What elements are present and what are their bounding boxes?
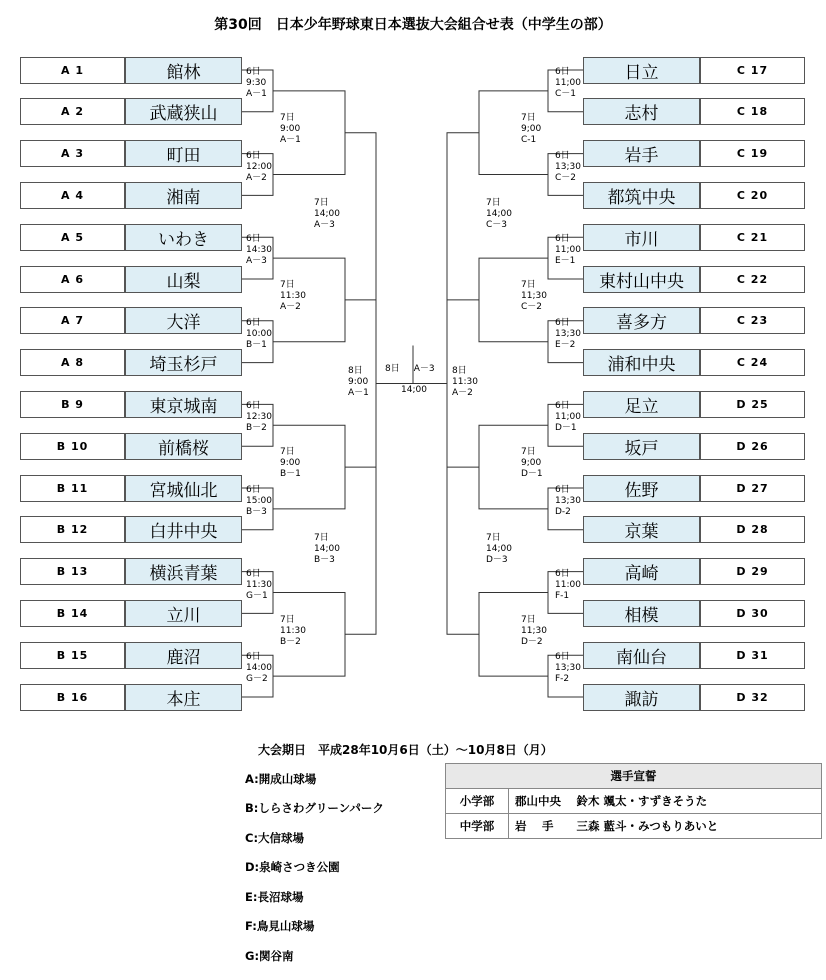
left-entry-code: A 6 [20, 266, 125, 293]
right-entry-team: 浦和中央 [583, 349, 700, 376]
oath-category: 中学部 [446, 814, 509, 839]
match-time: 14:30 [246, 245, 272, 256]
match-day: 7日 [314, 198, 329, 209]
right-r1-label [555, 485, 581, 518]
match-day: 6日 [555, 317, 570, 328]
bracket-line [345, 133, 376, 300]
right-r1-label [555, 569, 581, 602]
match-day: 6日 [246, 317, 261, 328]
right-entry-code: C 20 [700, 182, 805, 209]
match-game: B－2 [280, 636, 301, 647]
match-day: 7日 [280, 112, 295, 123]
match-day: 6日 [555, 652, 570, 663]
match-game: D－2 [521, 636, 543, 647]
left-entry-code: B 15 [20, 642, 125, 669]
right-r1-label [555, 67, 581, 100]
bracket-line [447, 133, 479, 300]
right-r2-label [521, 280, 547, 313]
match-game: E－1 [555, 256, 576, 267]
venue-f: F:鳥見山球場 [245, 919, 315, 933]
match-game: A－3 [246, 256, 267, 267]
match-game: A－1 [348, 387, 369, 398]
final-day: 8日 [385, 363, 400, 374]
final-time: 14;00 [401, 384, 427, 395]
right-entry-team: 諏訪 [583, 684, 700, 711]
left-r1-label [246, 67, 267, 100]
right-entry-team: 足立 [583, 391, 700, 418]
match-game: C－2 [555, 172, 577, 183]
match-day: 7日 [280, 280, 295, 291]
left-r1-label [246, 318, 272, 351]
match-day: 7日 [486, 198, 501, 209]
right-entry-code: D 31 [700, 642, 805, 669]
match-time: 9:30 [246, 78, 267, 88]
right-entry-code: D 26 [700, 433, 805, 460]
left-entry-team: 宮城仙北 [125, 475, 242, 502]
right-entry-team: 東村山中央 [583, 266, 700, 293]
match-game: D－3 [486, 554, 508, 565]
match-game: G－1 [246, 590, 268, 601]
match-game: A－2 [452, 387, 473, 398]
match-day: 6日 [555, 234, 570, 245]
match-game: F-1 [555, 590, 570, 601]
venue-e: E:長沼球場 [245, 890, 304, 904]
right-entry-team: 志村 [583, 98, 700, 125]
match-time: 9:00 [280, 458, 301, 469]
left-entry-team: いわき [125, 224, 242, 251]
left-entry-team: 湘南 [125, 182, 242, 209]
left-entry-code: B 12 [20, 516, 125, 543]
match-day: 6日 [246, 67, 261, 77]
right-entry-team: 市川 [583, 224, 700, 251]
match-game: B－1 [246, 339, 267, 350]
right-semi-label [452, 366, 478, 399]
match-game: A－1 [280, 134, 301, 145]
left-entry-team: 山梨 [125, 266, 242, 293]
venue-g: G:関谷南 [245, 949, 294, 963]
match-time: 12:00 [246, 161, 272, 172]
match-game: C－2 [521, 302, 543, 313]
right-entry-code: D 32 [700, 684, 805, 711]
match-time: 14;00 [314, 209, 340, 220]
right-entry-team: 南仙台 [583, 642, 700, 669]
right-entry-code: C 22 [700, 266, 805, 293]
match-time: 9:00 [348, 376, 369, 387]
right-entry-team: 高崎 [583, 558, 700, 585]
match-time: 9;00 [521, 458, 542, 469]
match-time: 13;30 [555, 328, 581, 339]
oath-row [446, 814, 822, 839]
match-game: D－1 [521, 469, 543, 480]
left-entry-code: B 9 [20, 391, 125, 418]
match-time: 14;00 [314, 543, 340, 554]
oath-row [446, 789, 822, 814]
right-entry-code: D 30 [700, 600, 805, 627]
match-time: 13;30 [555, 663, 581, 674]
match-game: B－1 [280, 469, 301, 480]
left-entry-team: 鹿沼 [125, 642, 242, 669]
match-time: 10:00 [246, 328, 272, 339]
left-entry-team: 本庄 [125, 684, 242, 711]
right-entry-code: C 18 [700, 98, 805, 125]
oath-text: 岩 手 三森 藍斗・みつもりあいと [509, 814, 822, 839]
left-r3-label [314, 533, 340, 566]
match-day: 7日 [521, 447, 536, 458]
match-time: 11:30 [280, 291, 306, 302]
match-game: G－2 [246, 674, 268, 685]
match-game: B－3 [246, 507, 267, 517]
final-label [385, 364, 435, 396]
match-day: 6日 [555, 485, 570, 495]
match-game: E－2 [555, 339, 576, 350]
left-r1-label [246, 401, 272, 434]
match-day: 6日 [555, 67, 570, 77]
match-day: 7日 [521, 614, 536, 625]
match-time: 13;30 [555, 496, 581, 506]
tournament-period: 大会期日 平成28年10月6日（土）～10月8日（月） [258, 743, 553, 757]
oath-text: 郡山中央 鈴木 颯太・すずきそうた [509, 789, 822, 814]
left-entry-team: 東京城南 [125, 391, 242, 418]
match-time: 11:00 [555, 579, 581, 590]
match-time: 11:30 [280, 625, 306, 636]
match-day: 7日 [521, 112, 536, 123]
right-entry-code: D 27 [700, 475, 805, 502]
match-day: 6日 [555, 150, 570, 161]
left-entry-team: 武蔵狭山 [125, 98, 242, 125]
match-day: 6日 [246, 401, 261, 412]
right-entry-code: C 23 [700, 307, 805, 334]
match-day: 6日 [246, 652, 261, 663]
right-r1-label [555, 318, 581, 351]
match-time: 14;00 [486, 209, 512, 220]
match-time: 14:00 [246, 663, 272, 674]
match-game: F-2 [555, 674, 570, 685]
right-entry-team: 都筑中央 [583, 182, 700, 209]
match-time: 11;00 [555, 245, 581, 256]
right-entry-code: D 28 [700, 516, 805, 543]
right-r3-label [486, 198, 512, 231]
left-r2-label [280, 280, 306, 313]
left-entry-team: 町田 [125, 140, 242, 167]
left-r3-label [314, 198, 340, 231]
left-entry-code: A 4 [20, 182, 125, 209]
right-entry-team: 喜多方 [583, 307, 700, 334]
page-title: 第30回 日本少年野球東日本選抜大会組合せ表（中学生の部） [214, 17, 612, 33]
oath-category: 小学部 [446, 789, 509, 814]
match-game: C-1 [521, 134, 537, 145]
match-time: 11:30 [452, 376, 478, 387]
right-entry-team: 岩手 [583, 140, 700, 167]
venue-d: D:泉崎さつき公園 [245, 860, 340, 874]
right-entry-code: D 29 [700, 558, 805, 585]
right-r2-label [521, 113, 541, 146]
left-entry-team: 前橋桜 [125, 433, 242, 460]
match-time: 11;00 [555, 412, 581, 423]
left-r1-label [246, 569, 272, 602]
left-r2-label [280, 113, 301, 146]
left-entry-code: A 5 [20, 224, 125, 251]
left-r1-label [246, 652, 272, 685]
right-r1-label [555, 151, 581, 184]
right-entry-team: 佐野 [583, 475, 700, 502]
match-day: 7日 [486, 532, 501, 543]
left-entry-code: B 11 [20, 475, 125, 502]
match-time: 14;00 [486, 543, 512, 554]
match-game: A－3 [314, 220, 335, 231]
venue-a: A:開成山球場 [245, 772, 317, 786]
match-game: C－3 [486, 220, 508, 231]
right-entry-code: C 19 [700, 140, 805, 167]
right-r1-label [555, 234, 581, 267]
left-entry-code: A 3 [20, 140, 125, 167]
left-entry-team: 館林 [125, 57, 242, 84]
match-day: 7日 [280, 614, 295, 625]
left-entry-code: B 14 [20, 600, 125, 627]
right-entry-team: 日立 [583, 57, 700, 84]
left-r1-label [246, 485, 272, 518]
oath-header: 選手宣誓 [446, 764, 822, 789]
match-day: 6日 [246, 568, 261, 579]
left-entry-team: 横浜青葉 [125, 558, 242, 585]
left-entry-team: 埼玉杉戸 [125, 349, 242, 376]
left-entry-team: 立川 [125, 600, 242, 627]
right-entry-code: C 21 [700, 224, 805, 251]
right-r1-label [555, 652, 581, 685]
match-day: 6日 [555, 568, 570, 579]
left-entry-code: A 1 [20, 57, 125, 84]
match-time: 11;30 [521, 291, 547, 302]
match-day: 7日 [521, 280, 536, 291]
venue-c: C:大信球場 [245, 831, 305, 845]
right-r2-label [521, 615, 547, 648]
match-game: D-2 [555, 507, 571, 517]
left-entry-code: B 16 [20, 684, 125, 711]
match-game: A－2 [280, 302, 301, 313]
right-r3-label [486, 533, 512, 566]
right-r2-label [521, 447, 543, 480]
match-day: 8日 [452, 365, 467, 376]
match-game: B－2 [246, 423, 267, 434]
match-time: 11:30 [246, 579, 272, 590]
match-time: 11;30 [521, 625, 547, 636]
bracket-line [345, 467, 376, 634]
right-r1-label [555, 401, 581, 434]
right-entry-team: 坂戸 [583, 433, 700, 460]
left-entry-code: A 8 [20, 349, 125, 376]
left-entry-team: 大洋 [125, 307, 242, 334]
left-entry-team: 白井中央 [125, 516, 242, 543]
left-r2-label [280, 447, 301, 480]
left-r1-label [246, 234, 272, 267]
bracket-line [447, 467, 479, 634]
right-entry-team: 相模 [583, 600, 700, 627]
match-game: D－1 [555, 423, 577, 434]
venue-b: B:しらさわグリーンパーク [245, 801, 384, 815]
match-day: 7日 [280, 447, 295, 458]
right-entry-code: C 17 [700, 57, 805, 84]
right-entry-code: C 24 [700, 349, 805, 376]
match-game: A－1 [246, 89, 267, 99]
match-time: 9:00 [280, 123, 301, 134]
match-day: 6日 [246, 485, 261, 495]
match-day: 7日 [314, 532, 329, 543]
match-game: A－2 [246, 172, 267, 183]
match-time: 15:00 [246, 496, 272, 506]
match-time: 11;00 [555, 78, 581, 88]
left-entry-code: B 10 [20, 433, 125, 460]
right-entry-code: D 25 [700, 391, 805, 418]
match-day: 6日 [246, 150, 261, 161]
left-entry-code: B 13 [20, 558, 125, 585]
match-day: 8日 [348, 365, 363, 376]
final-game: A－3 [413, 363, 435, 374]
match-game: C－1 [555, 89, 577, 99]
match-day: 6日 [246, 234, 261, 245]
left-r2-label [280, 615, 306, 648]
match-game: B－3 [314, 554, 335, 565]
match-time: 13;30 [555, 161, 581, 172]
left-semi-label [348, 366, 369, 399]
left-entry-code: A 2 [20, 98, 125, 125]
right-entry-team: 京葉 [583, 516, 700, 543]
match-time: 12:30 [246, 412, 272, 423]
match-day: 6日 [555, 401, 570, 412]
left-entry-code: A 7 [20, 307, 125, 334]
oath-table [445, 763, 822, 839]
match-time: 9;00 [521, 123, 542, 134]
left-r1-label [246, 151, 272, 184]
